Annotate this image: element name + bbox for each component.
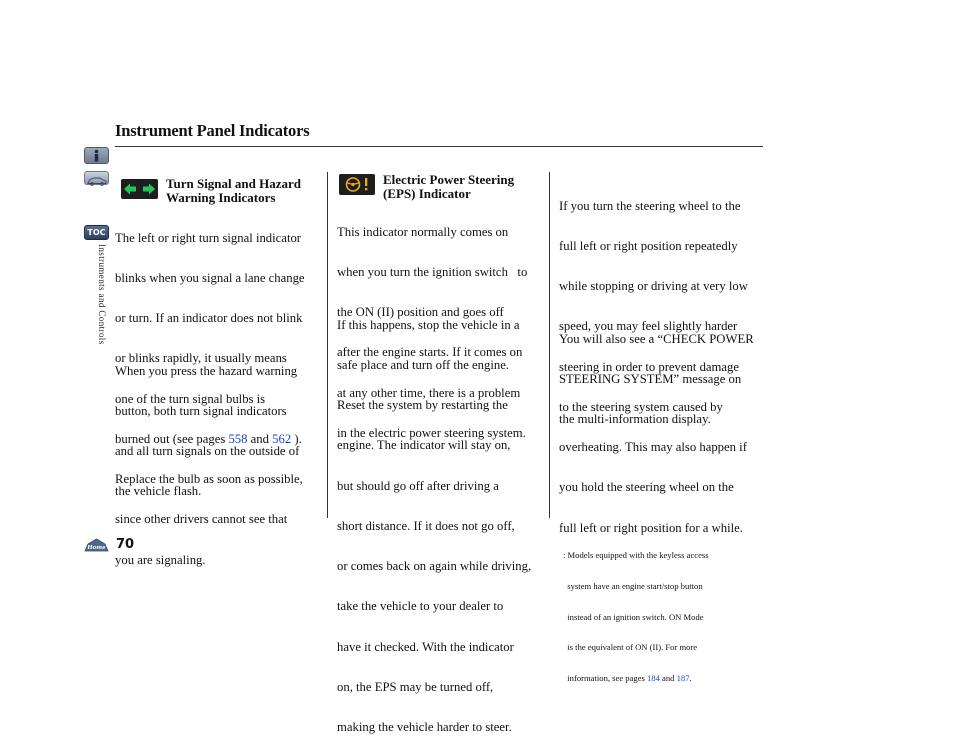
title-divider [115, 146, 763, 147]
page-number: 70 [116, 537, 135, 552]
turn-signal-paragraph-2: When you press the hazard warning button, both turn signal indicators and all turn signals on the outside of the vehicle flash. [115, 363, 300, 499]
bulb-page-reference: burned out (see pages 558 and 562 ). [115, 431, 302, 446]
steering-paragraph-1: If you turn the steering wheel to the full left or right position repeatedly while stopping or driving at very low speed, you may feel slightly harder steering in order to prevent damage to the steering system caused by overheating. This may also happen if you hold the steering wheel on the full left or right position for a while. [559, 198, 748, 535]
page-184-link[interactable]: 184 [647, 672, 660, 683]
toc-button[interactable]: TOC [84, 225, 109, 240]
turn-signal-heading: Turn Signal and Hazard Warning Indicators [166, 176, 301, 205]
car-icon[interactable] [84, 171, 109, 185]
section-label: Instruments and Controls [97, 244, 107, 345]
column-divider-2 [549, 172, 550, 518]
car-glyph-icon [85, 175, 108, 187]
info-glyph-icon [85, 148, 108, 163]
steering-paragraph-2: You will also see a “CHECK POWER STEERING SYSTEM” message on the multi-information display. [559, 331, 754, 427]
eps-paragraph-1: This indicator normally comes on when you turn the ignition switch to the ON (II) position and goes off after the engine starts. If it comes on at any other time, there is a problem in the electric power steering system. [337, 224, 528, 440]
home-label: Home [87, 545, 106, 551]
turn-signal-indicator-icon [121, 179, 158, 199]
column-divider-1 [327, 172, 328, 518]
page-558-link[interactable]: 558 [228, 431, 248, 446]
page-title: Instrument Panel Indicators [115, 121, 310, 140]
eps-paragraph-2: If this happens, stop the vehicle in a safe place and turn off the engine. Reset the system by restarting the engine. The indicator will stay on, but should go off after driving a short distance. If it does not go off, or comes back on again while driving, take the vehicle to your dealer to have it checked. With the indicator on, the EPS may be turned off, making the vehicle harder to steer. [337, 317, 532, 734]
footnote-page-reference: information, see pages 184 and 187. [563, 672, 692, 683]
eps-indicator-icon [339, 174, 375, 195]
info-icon[interactable] [84, 147, 109, 164]
page-562-link[interactable]: 562 [272, 431, 292, 446]
home-button[interactable] [84, 538, 109, 552]
footnote: : Models equipped with the keyless access system have an engine start/stop button instead of an ignition switch. ON Mode is the equivalent of ON (II). For more information, see pages 184 and 187. [563, 550, 709, 683]
turn-signal-paragraph-1: The left or right turn signal indicator blinks when you signal a lane change or turn. If an indicator does not blink or blinks rapidly, it usually means one of the turn signal bulbs is burned out (see pages 558 and 562 ). Replace the bulb as soon as possible, since other drivers cannot see that you are signaling. [115, 230, 305, 567]
page-187-link[interactable]: 187 [676, 672, 690, 683]
eps-heading: Electric Power Steering (EPS) Indicator [383, 172, 515, 201]
